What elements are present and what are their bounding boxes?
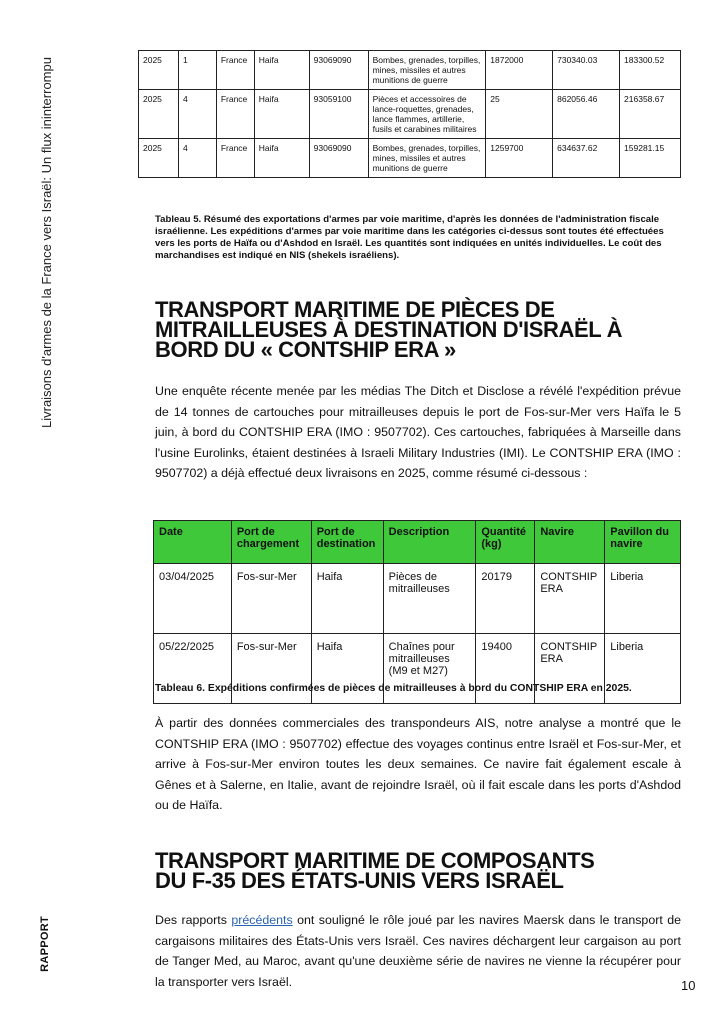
running-header-title: Livraisons d'armes de la France vers Israël: Un flux ininterrompu [39, 57, 54, 428]
table-cell: 2025 [139, 51, 179, 90]
table-cell: France [216, 139, 254, 178]
table-cell: 183300.52 [620, 51, 681, 90]
table6-caption: Tableau 6. Expéditions confirmées de pièces de mitrailleuses à bord du CONTSHIP ERA en 2025. [155, 683, 632, 694]
table-cell: 05/22/2025 [154, 634, 232, 704]
table-cell: Pièces et accessoires de lance-roquettes, grenades, lance flammes, artillerie, fusils et carabines militaires [368, 90, 486, 139]
exports-table [138, 50, 681, 178]
table-cell: 4 [178, 90, 216, 139]
column-header: Date [154, 521, 232, 564]
table-cell: Liberia [605, 564, 681, 634]
shipments-table [153, 520, 681, 704]
section1-paragraph: Une enquête récente menée par les médias The Ditch et Disclose a révélé l'expédition prévue de 14 tonnes de cartouches pour mitrailleuses depuis le port de Fos-sur-Mer vers Haïfa le 5 juin, à bord du CONTSHIP ERA (IMO : 9507702). Ces cartouches, fabriquées à Marseille dans l'usine Eurolinks, étaient destinées à Israeli Military Industries (IMI). Le CONTSHIP ERA (IMO : 9507702) a déjà effectué deux livraisons en 2025, comme résumé ci-dessous : [155, 384, 681, 480]
section2-text-end: ont souligné le rôle joué par les navires Maersk dans le transport de cargaisons militaires des États-Unis vers Israël. Ces navires déchargent leur cargaison au port de Tanger Med, au Maroc, avant qu'une deuxième série de navires ne vienne la récupérer pour la transporter vers Israël. [155, 913, 682, 989]
table-cell: Fos-sur-Mer [231, 564, 311, 634]
column-header: Navire [535, 521, 605, 564]
table-cell: 730340.03 [553, 51, 620, 90]
table-cell: 634637.62 [553, 139, 620, 178]
table-cell: 20179 [476, 564, 535, 634]
table-cell: 862056.46 [553, 90, 620, 139]
table-cell: 93069090 [309, 51, 368, 90]
table-cell: Bombes, grenades, torpilles, mines, missiles et autres munitions de guerre [368, 51, 486, 90]
section2-paragraph [155, 910, 681, 992]
table-row [139, 139, 681, 178]
section2-text-start: Des rapports [155, 913, 232, 927]
section-label: RAPPORT [39, 916, 51, 972]
column-header: Description [383, 521, 476, 564]
ais-paragraph: À partir des données commerciales des transpondeurs AIS, notre analyse a montré que le CONTSHIP ERA (IMO : 9507702) effectue des voyages continus entre Israël et Fos-sur-Mer, et arrive à Fos-sur-Mer environ toutes les deux semaines. Ce navire fait également escale à Gênes et à Salerne, en Italie, avant de rejoindre Israël, où il fait escale dans les ports d'Ashdod ou de Haïfa. [155, 716, 681, 812]
table-cell: 216358.67 [620, 90, 681, 139]
table-row [154, 564, 681, 634]
table-cell: Fos-sur-Mer [231, 634, 311, 704]
table-cell: 93069090 [309, 139, 368, 178]
table-cell: 03/04/2025 [154, 564, 232, 634]
table-cell: 93059100 [309, 90, 368, 139]
table-cell: France [216, 51, 254, 90]
table-cell: France [216, 90, 254, 139]
page-number: 10 [681, 978, 696, 993]
table5-caption: Tableau 5. Résumé des exportations d'armes par voie maritime, d'après les données de l'administration fiscale israélienne. Les expéditions d'armes par voie maritime dans les catégories ci-dessus sont toutes été effectuées vers les ports de Haïfa ou d'Ashdod en Israël. Les quantités sont indiquées en unités individuelles. Le coût des marchandises est indiqué en NIS (shekels israéliens). [155, 214, 664, 261]
table-cell: 1872000 [486, 51, 553, 90]
table-cell: Haifa [254, 51, 309, 90]
table-cell: 1259700 [486, 139, 553, 178]
table-cell: Pièces de mitrailleuses [383, 564, 476, 634]
previous-reports-link[interactable]: précédents [231, 913, 293, 927]
column-header: Port de chargement [231, 521, 311, 564]
column-header: Quantité (kg) [476, 521, 535, 564]
table-cell: CONTSHIP ERA [535, 634, 605, 704]
table-cell: Bombes, grenades, torpilles, mines, missiles et autres munitions de guerre [368, 139, 486, 178]
table-cell: Haifa [254, 90, 309, 139]
table-cell: 25 [486, 90, 553, 139]
table-cell: Haifa [311, 564, 383, 634]
table-cell: 19400 [476, 634, 535, 704]
table-cell: Haifa [254, 139, 309, 178]
table-cell: Chaînes pour mitrailleuses (M9 et M27) [383, 634, 476, 704]
table-row [139, 90, 681, 139]
table-cell: Liberia [605, 634, 681, 704]
table-cell: 2025 [139, 139, 179, 178]
table-cell: 2025 [139, 90, 179, 139]
table-row [139, 51, 681, 90]
column-header: Pavillon du navire [605, 521, 681, 564]
table-cell: 4 [178, 139, 216, 178]
table-cell: CONTSHIP ERA [535, 564, 605, 634]
section-heading-contship: TRANSPORT MARITIME DE PIÈCES DE MITRAILLEUSES À DESTINATION D'ISRAËL À BORD DU « CONTSHIP ERA » [155, 297, 623, 362]
column-header: Port de destination [311, 521, 383, 564]
section-heading-f35: TRANSPORT MARITIME DE COMPOSANTS DU F-35 DES ÉTATS-UNIS VERS ISRAËL [155, 848, 595, 893]
table-cell: 1 [178, 51, 216, 90]
table-cell: Haifa [311, 634, 383, 704]
table-cell: 159281.15 [620, 139, 681, 178]
